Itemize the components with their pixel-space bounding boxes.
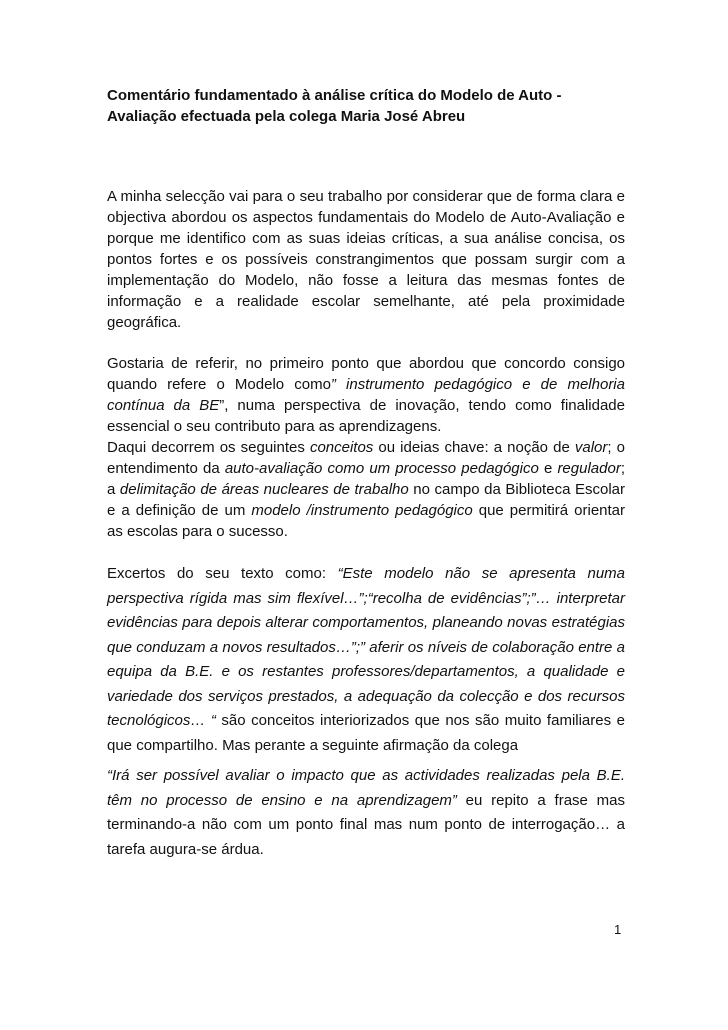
paragraph-3-em-value: valor <box>574 439 608 456</box>
paragraph-3-text-d: e <box>538 460 558 477</box>
paragraph-3-text-a: Daqui decorrem os seguintes <box>107 439 310 456</box>
paragraph-4-quote: “Este modelo não se apresenta numa perspectiva rígida mas sim flexível…”;“recolha de evidências”;”… interpretar evidências para depois alterar comportamentos, planeando novas estratégias que conduzam a novos resultados…”;” aferir os níveis de colaboração entre a equipa da B.E. e os restantes professores/departamentos, a qualidade e variedade dos serviços prestados, a adequação da colecção e dos recursos tecnológicos… “ <box>107 565 625 729</box>
paragraph-3-em-regulator: regulador <box>557 460 621 477</box>
paragraph-4-text-a: Excertos do seu texto como: <box>107 565 338 582</box>
paragraph-3-text-b: ou ideias chave: a noção de <box>373 439 575 456</box>
paragraph-3-em-model: modelo /instrumento pedagógico <box>251 502 473 519</box>
paragraph-3-em-self-evaluation: auto-avaliação como um processo pedagógico <box>224 460 539 477</box>
paragraph-2-quote: ” instrumento pedagógico e de melhoria contínua da BE <box>107 376 625 414</box>
paragraph-3-text-c: ; o entendimento da <box>107 439 625 477</box>
paragraph-4-text-b: são conceitos interiorizados que nos são muito familiares e que compartilho. Mas perante a seguinte afirmação da colega <box>107 712 625 754</box>
paragraph-3-em-areas: delimitação de áreas nucleares de trabalho <box>119 481 409 498</box>
paragraph-1: A minha selecção vai para o seu trabalho por considerar que de forma clara e objectiva abordou os aspectos fundamentais do Modelo de Auto-Avaliação e porque me identifico com as suas ideias críticas, a sua análise concisa, os pontos fortes e os possíveis constrangimentos que possam surgir com a implementação do Modelo, não fosse a leitura das mesmas fontes de informação e a realidade escolar semelhante, até pela proximidade geográfica. <box>107 188 625 331</box>
paragraph-3-text-e: ; a <box>107 460 625 498</box>
paragraph-3-text-g: que permitirá orientar as escolas para o sucesso. <box>107 502 626 540</box>
page-number: 1 <box>614 922 622 937</box>
paragraph-5 <box>107 764 625 862</box>
paragraph-5-quote: “Irá ser possível avaliar o impacto que as actividades realizadas pela B.E. têm no processo de ensino e na aprendizagem” <box>107 767 625 809</box>
paragraph-2 <box>107 353 625 437</box>
document-title: Comentário fundamentado à análise crítica do Modelo de Auto -Avaliação efectuada pela colega Maria José Abreu <box>107 87 562 125</box>
paragraph-5-text: eu repito a frase mas terminando-a não com um ponto final mas num ponto de interrogação… a tarefa augura-se árdua. <box>107 791 625 858</box>
paragraph-2-text-b: ”, numa perspectiva de inovação, tendo como finalidade essencial o seu contributo para as aprendizagens. <box>107 397 625 435</box>
paragraph-3-em-concepts: conceitos <box>309 439 374 456</box>
paragraph-3-text-f: no campo da Biblioteca Escolar e a definição de um <box>107 481 625 519</box>
paragraph-2-text-a: Gostaria de referir, no primeiro ponto que abordou que concordo consigo quando refere o Modelo como <box>107 355 625 393</box>
paragraph-3 <box>107 437 625 542</box>
paragraph-4 <box>107 562 625 758</box>
